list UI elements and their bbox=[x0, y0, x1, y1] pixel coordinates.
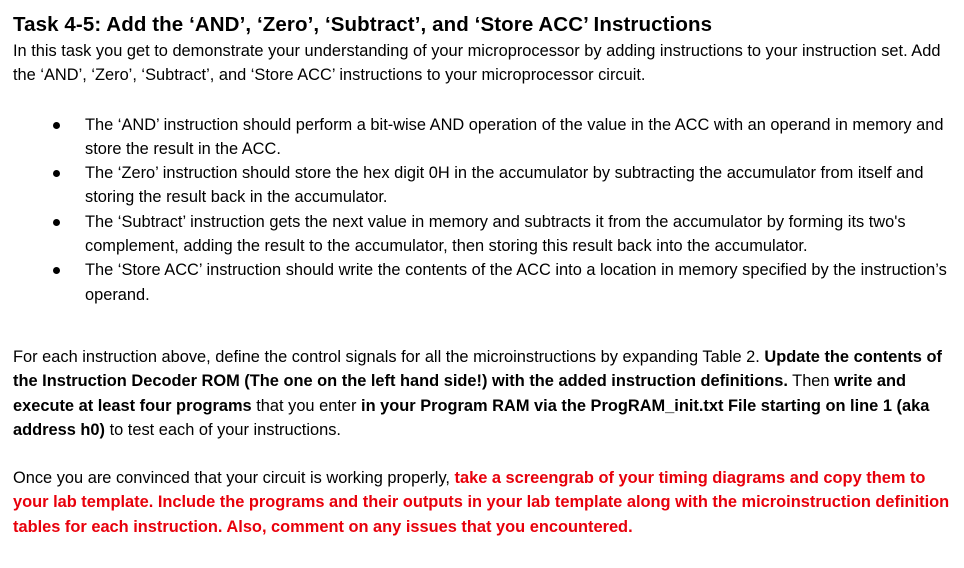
bold-run-update-rom: Update the contents of the Instruction Decoder ROM (The one on the left hand side!) with the added instruction definitions. bbox=[13, 347, 942, 391]
list-item-text: The ‘Store ACC’ instruction should write the contents of the ACC into a location in memory specified by the instruction’s operand. bbox=[85, 261, 947, 304]
bold-run-programs: write and execute at least four programs bbox=[13, 372, 907, 415]
task-title: Task 4-5: Add the ‘AND’, ‘Zero’, ‘Subtract’, and ‘Store ACC’ Instructions bbox=[13, 13, 713, 36]
bullet-icon bbox=[53, 122, 60, 129]
list-item-text: The ‘Subtract’ instruction gets the next value in memory and subtracts it from the accumulator by forming its two's complement, adding the result to the accumulator, then storing this result back into the accumulator. bbox=[85, 212, 906, 256]
red-emphasis-run: take a screengrab of your timing diagrams and copy them to your lab template. Include the programs and their outputs in your lab template along with the microinstruction definition tables for each instruction. Also, comment on any issues that you encountered. bbox=[13, 469, 950, 536]
bullet-icon bbox=[53, 267, 60, 274]
bold-run-program-ram: in your Program RAM via the ProgRAM_init.txt File starting on line 1 (aka address h0) bbox=[13, 396, 930, 439]
bullet-icon bbox=[53, 219, 60, 226]
list-item-text: The ‘Zero’ instruction should store the hex digit 0H in the accumulator by subtracting the accumulator from itself and storing the result back in the accumulator. bbox=[85, 164, 924, 207]
list-item-store-acc bbox=[13, 258, 953, 307]
list-item-subtract bbox=[13, 210, 953, 259]
text-run: that you enter bbox=[251, 396, 362, 415]
bullet-icon bbox=[53, 170, 60, 177]
list-item-and bbox=[13, 113, 953, 162]
instruction-list bbox=[13, 113, 953, 307]
deliverables-paragraph bbox=[13, 466, 953, 539]
text-run: Once you are convinced that your circuit is working properly, bbox=[13, 469, 455, 488]
list-item-zero bbox=[13, 161, 953, 210]
control-signals-paragraph bbox=[13, 345, 953, 442]
document-page bbox=[13, 0, 953, 539]
text-run: to test each of your instructions. bbox=[105, 420, 341, 439]
text-run: Then bbox=[787, 372, 835, 391]
intro-paragraph: In this task you get to demonstrate your understanding of your microprocessor by adding instructions to your instruction set. Add the ‘AND’, ‘Zero’, ‘Subtract’, and ‘Store ACC’ instructions to your microprocessor circuit. bbox=[13, 42, 941, 85]
list-item-text: The ‘AND’ instruction should perform a bit-wise AND operation of the value in the ACC with an operand in memory and store the result in the ACC. bbox=[85, 115, 944, 158]
text-run: For each instruction above, define the control signals for all the microinstructions by expanding Table 2. bbox=[13, 347, 765, 366]
